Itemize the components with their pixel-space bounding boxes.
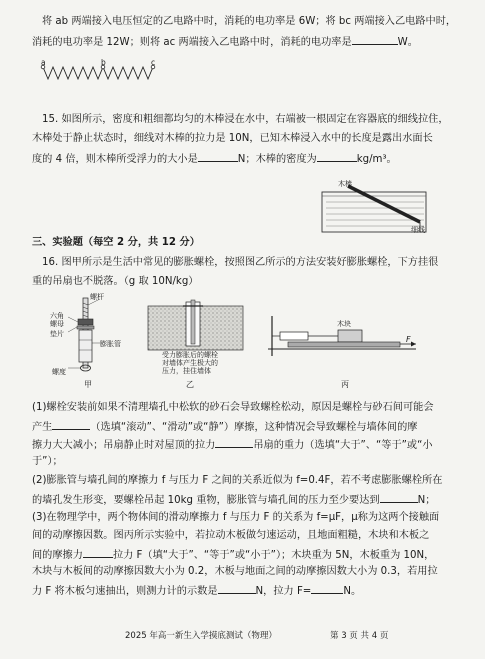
intro-text-b: W。 bbox=[397, 37, 418, 48]
q16-p1-text-a: 产生 bbox=[32, 422, 53, 433]
q16-p3-line-3 bbox=[32, 547, 434, 563]
resistor-label-a: a bbox=[41, 58, 46, 67]
q16-p1-text-d: 吊扇的重力（选填“大于”、“等于”或“小 bbox=[253, 440, 433, 451]
q16-p3-text-b: 拉力 F（填“大于”、“等于”或“小于”）；木块重为 5N，木板重为 10N， bbox=[112, 550, 435, 561]
answer-blank-friction-type[interactable] bbox=[52, 419, 90, 430]
resistor-diagram bbox=[40, 55, 160, 85]
q15-text-b: N；木棒的密度为 bbox=[237, 154, 317, 165]
q16-p2-text-a: 的墙孔发生形变，要螺栓吊起 10kg 重物，膨胀管与墙孔间的压力至少要达到 bbox=[32, 495, 380, 506]
q16-p2-line-1: (2)膨胀管与墙孔间的摩擦力 f 与压力 F 之间的关系近似为 f=0.4F，若不考虑膨胀螺栓所在 bbox=[32, 475, 443, 486]
q15-line-1: 15. 如图所示，密度和粗细都均匀的木棒浸在水中，右端被一根固定在容器底的细线拉住， bbox=[42, 114, 449, 125]
q16-p3-text-e: N。 bbox=[343, 586, 362, 597]
fig-b-note-1: 受力膨胀后的螺栓 bbox=[162, 351, 218, 359]
q15-thread-label: 细线 bbox=[411, 226, 425, 234]
q15-line-3 bbox=[32, 151, 397, 167]
section-3-title: 三、实验题（每空 2 分，共 12 分） bbox=[32, 237, 200, 248]
q16-p2-text-b: N； bbox=[417, 495, 436, 506]
q16-p1-text-b: （选填“滚动”、“滑动”或“静”）摩擦，这种情况会导致螺栓与墙体间的摩 bbox=[90, 422, 418, 433]
fig-a-label-ring: 螺度 bbox=[52, 368, 66, 376]
fig-a-label-sleeve: 膨胀管 bbox=[100, 340, 121, 348]
q16-p1-text-c: 擦力大大减小；吊扇静止时对屋顶的拉力 bbox=[32, 440, 216, 451]
fig-b-bolt-in-wall bbox=[148, 300, 243, 350]
answer-blank-density[interactable] bbox=[317, 151, 357, 162]
fig-b-note-3: 压力，挂住墙体 bbox=[162, 367, 211, 375]
intro-line-2 bbox=[32, 34, 418, 50]
answer-blank-scale-reading[interactable] bbox=[218, 583, 256, 594]
fig-a-expansion-bolt bbox=[66, 295, 106, 375]
answer-blank-pressure[interactable] bbox=[380, 492, 418, 503]
resistor-label-c: c bbox=[151, 58, 156, 67]
fig-a-label-washer: 垫片 bbox=[50, 330, 64, 338]
q16-p2-line-2 bbox=[32, 492, 435, 508]
fig-c-force-label: F bbox=[406, 335, 411, 344]
fig-c-block-label: 木块 bbox=[337, 320, 351, 328]
fig-a-caption: 甲 bbox=[84, 380, 92, 389]
q15-text-a: 度的 4 倍，则木棒所受浮力的大小是 bbox=[32, 154, 198, 165]
answer-blank-fan-force[interactable] bbox=[215, 437, 253, 448]
q16-p3-line-4: 木块与木板间的动摩擦因数大小为 0.2，木板与地面之间的动摩擦因数大小为 0.3，若用拉 bbox=[32, 566, 438, 577]
q16-p1-line-3 bbox=[32, 437, 433, 453]
answer-blank-buoyancy[interactable] bbox=[198, 151, 238, 162]
q16-p3-line-1: (3)在物理学中，两个物体间的滑动摩擦力 f 与压力 F 的关系为 f=μF，μ称为这两个接触面 bbox=[32, 512, 440, 523]
fig-a-label-rod: 螺杆 bbox=[90, 293, 104, 301]
answer-blank-power[interactable] bbox=[352, 34, 398, 45]
q16-p3-line-2: 间的动摩擦因数。图丙所示实验中，若拉动木板做匀速运动，且地面粗糙，木块和木板之 bbox=[32, 530, 430, 541]
q15-water-container-figure bbox=[320, 178, 430, 233]
q16-p1-line-1: (1)螺栓安装前如果不清理墙孔中松软的砂石会导致螺栓松动，原因是螺栓与砂石间可能会 bbox=[32, 402, 434, 413]
fig-b-note-2: 对墙体产生极大的 bbox=[162, 359, 218, 367]
q16-p3-text-c: 力 F 将木板匀速抽出，则测力计的示数是 bbox=[32, 586, 218, 597]
fig-a-label-nut: 六角 螺母 bbox=[50, 312, 64, 328]
intro-line-1: 将 ab 两端接入电压恒定的乙电路中时，消耗的电功率是 6W；将 bc 两端接入乙电路中时， bbox=[42, 16, 457, 27]
q16-p1-line-2 bbox=[32, 419, 417, 435]
resistor-label-b: b bbox=[101, 58, 106, 67]
answer-blank-compare[interactable] bbox=[83, 547, 113, 558]
q15-stick-label: 木棒 bbox=[338, 180, 352, 188]
intro-text-a: 消耗的电功率是 12W；则将 ac 两端接入乙电路中时，消耗的电功率是 bbox=[32, 37, 352, 48]
q16-p3-line-5 bbox=[32, 583, 361, 599]
q15-text-c: kg/m³。 bbox=[356, 154, 397, 165]
q16-p1-line-4: 于”）； bbox=[32, 456, 63, 467]
q16-line-2: 重的吊扇也不脱落。（g 取 10N/kg） bbox=[32, 276, 199, 287]
fig-c-caption: 丙 bbox=[341, 380, 349, 389]
q16-p3-text-d: N，拉力 F= bbox=[255, 586, 312, 597]
q16-p3-text-a: 间的摩擦力 bbox=[32, 550, 83, 561]
q15-line-2: 木棒处于静止状态时，细线对木棒的拉力是 10N，已知木棒浸入水中的长度是露出水面长 bbox=[32, 133, 433, 144]
footer-title: 2025 年高一新生入学摸底测试（物理） bbox=[125, 631, 277, 641]
fig-b-caption: 乙 bbox=[186, 380, 194, 389]
footer-page-number: 第 3 页 共 4 页 bbox=[330, 631, 389, 641]
answer-blank-pull-force[interactable] bbox=[311, 583, 343, 594]
q16-line-1: 16. 图甲所示是生活中常见的膨胀螺栓，按照图乙所示的方法安装好膨胀螺栓，下方挂很 bbox=[42, 257, 439, 268]
